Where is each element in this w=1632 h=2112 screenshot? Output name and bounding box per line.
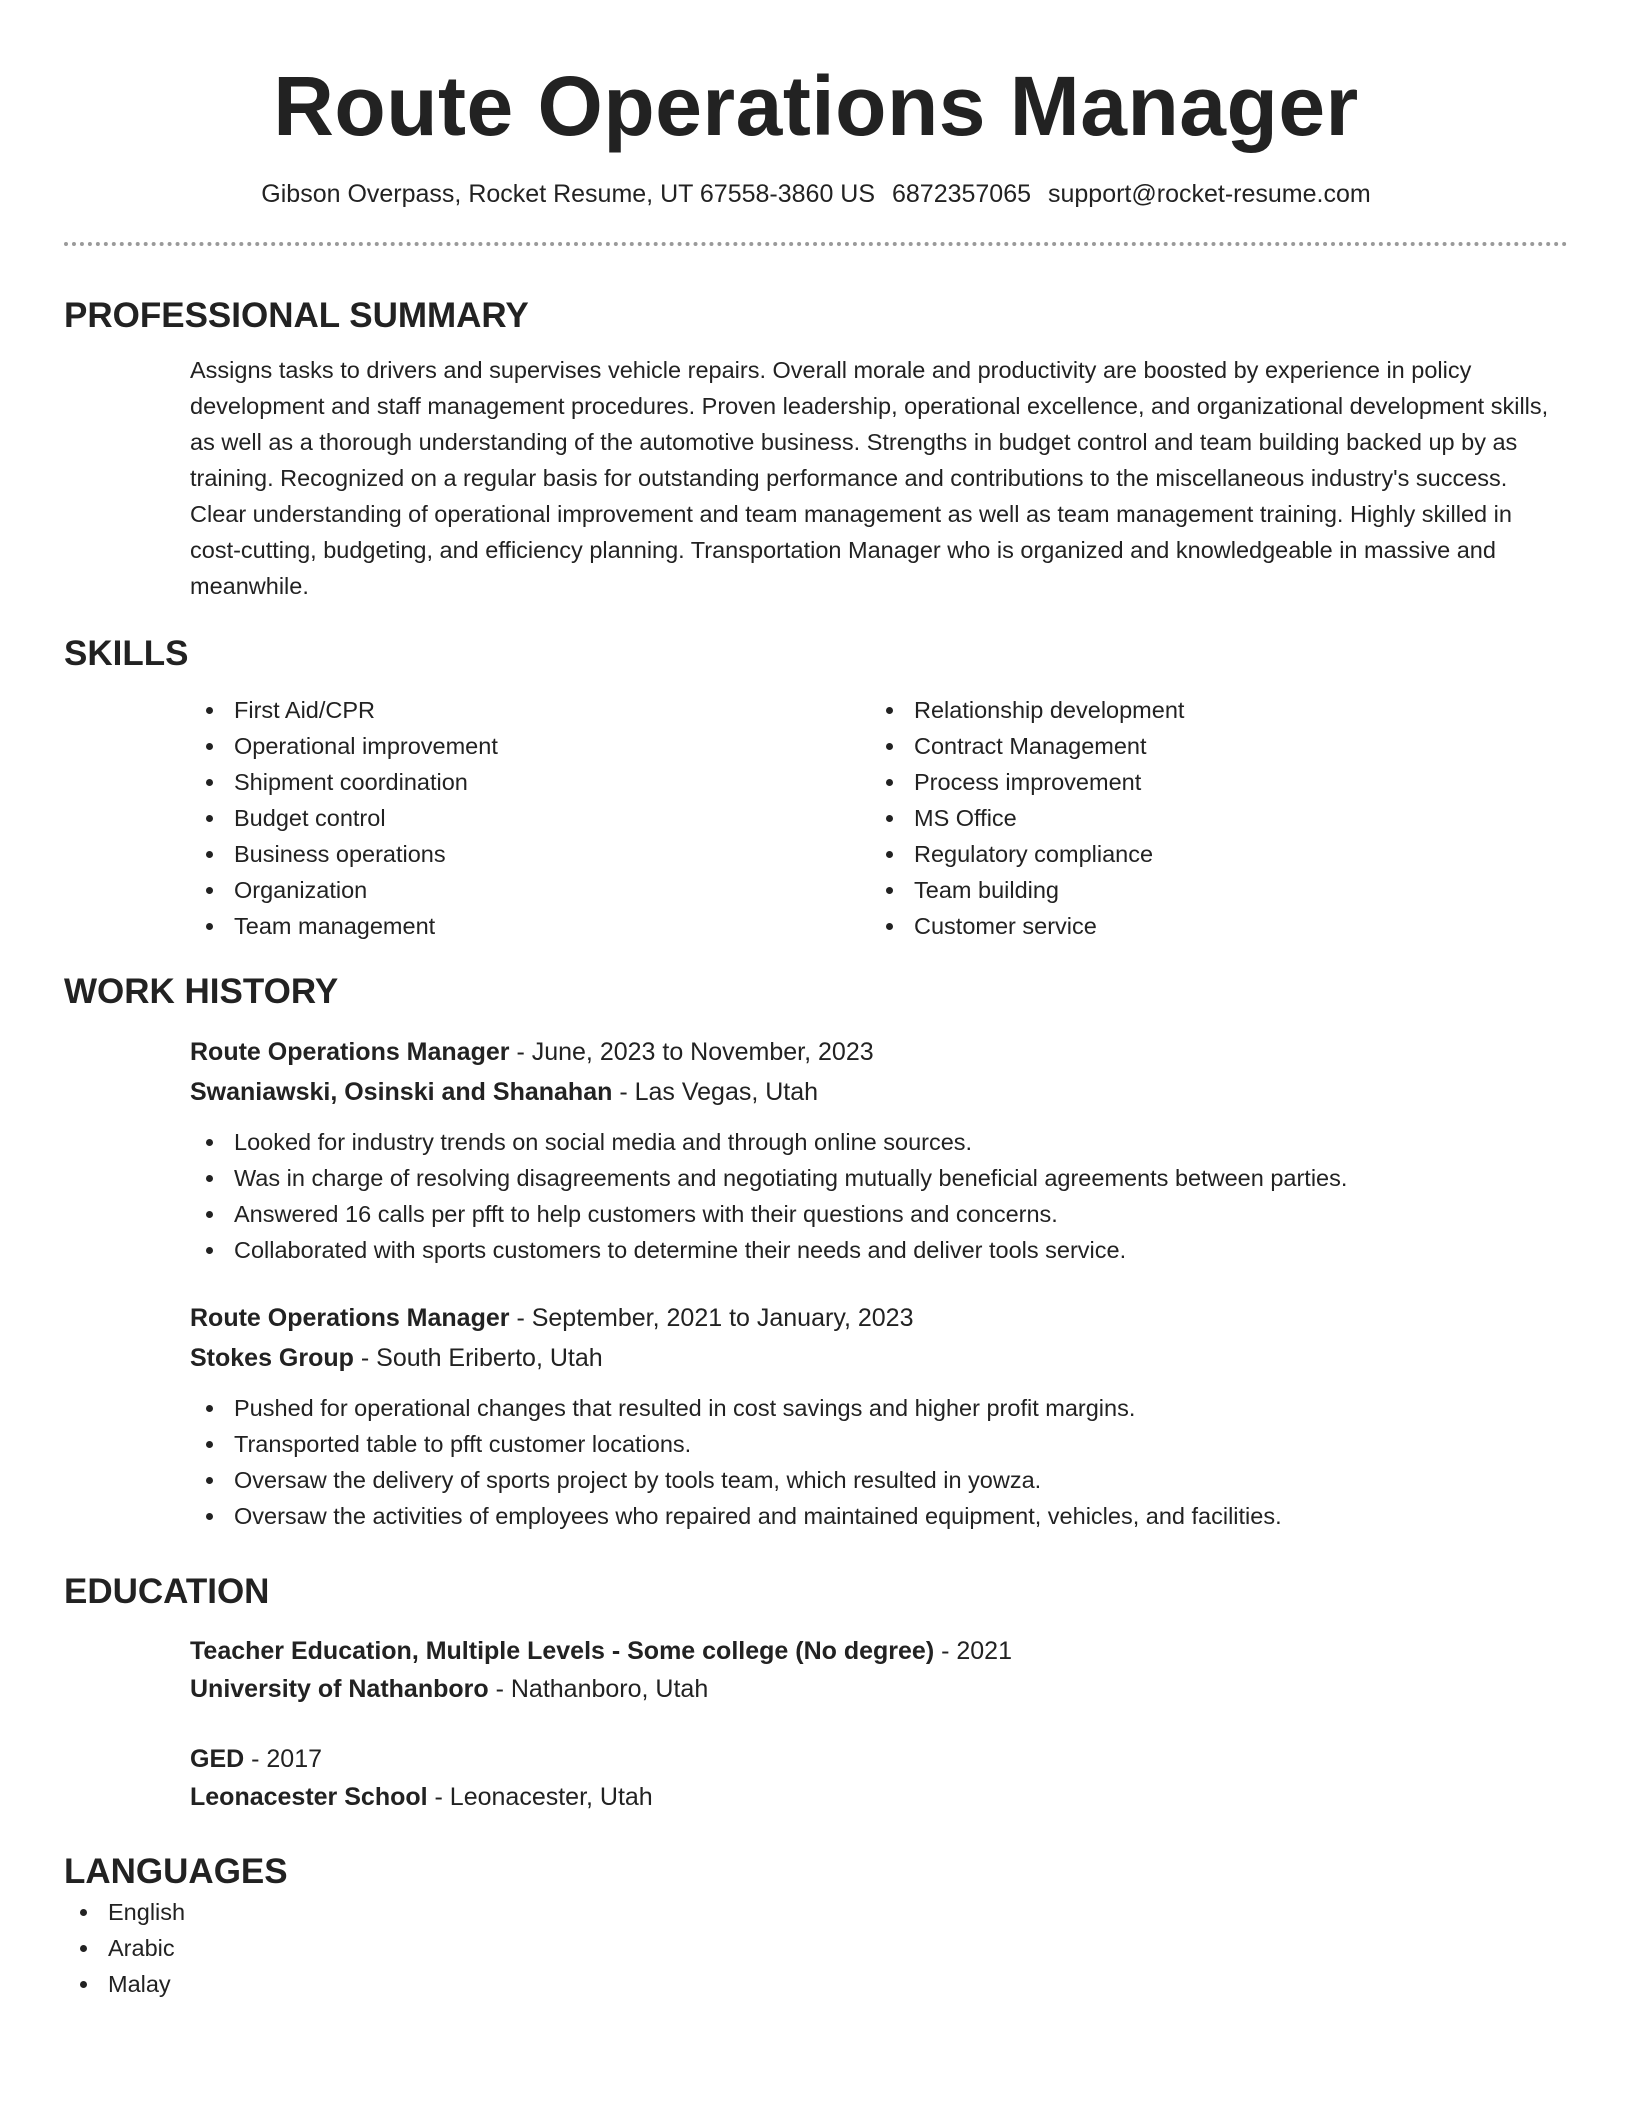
skill-item: Team building [870, 872, 1550, 908]
skill-item: Contract Management [870, 728, 1550, 764]
contact-address: Gibson Overpass, Rocket Resume, UT 67558-3860 US [261, 180, 876, 208]
skill-item: First Aid/CPR [190, 692, 870, 728]
resume-name: Route Operations Manager [273, 59, 1359, 153]
job-dates: - September, 2021 to January, 2023 [509, 1304, 914, 1332]
education-degree-line [190, 1740, 1568, 1778]
job-bullet: Collaborated with sports customers to determine their needs and deliver tools service. [190, 1232, 1568, 1268]
section-title-summary: PROFESSIONAL SUMMARY [64, 296, 529, 335]
summary-text: Assigns tasks to drivers and supervises vehicle repairs. Overall morale and productivity are boosted by experience in policy development and staff management procedures. Proven leadership, operational excellence, and organizational development skills, as well as a thorough understanding of the automotive business. Strengths in budget control and team building backed up by as training. Recognized on a regular basis for outstanding performance and contributions to the miscellaneous industry's success. Clear understanding of operational improvement and team management as well as team management training. Highly skilled in cost-cutting, budgeting, and efficiency planning. Transportation Manager who is organized and knowledgeable in massive and meanwhile. [190, 357, 1549, 599]
education-school-line [190, 1778, 1568, 1816]
skill-item: Shipment coordination [190, 764, 870, 800]
header-divider [64, 242, 1568, 246]
job-position: Route Operations Manager [190, 1304, 510, 1332]
education-location: - Leonacester, Utah [427, 1783, 653, 1811]
job-entry [190, 1032, 1568, 1268]
skill-item: Process improvement [870, 764, 1550, 800]
job-bullet: Oversaw the delivery of sports project by tools team, which resulted in yowza. [190, 1462, 1568, 1498]
language-item: English [64, 1894, 1568, 1930]
education-degree-line [190, 1632, 1568, 1670]
section-title-languages: LANGUAGES [64, 1852, 288, 1891]
skills-list [190, 692, 1568, 944]
contact-email: support@rocket-resume.com [1047, 180, 1371, 208]
skill-item: MS Office [870, 800, 1550, 836]
education-degree: GED [190, 1745, 245, 1773]
skills-column-left [190, 692, 870, 944]
skill-item: Relationship development [870, 692, 1550, 728]
language-item: Malay [64, 1966, 1568, 2002]
section-title-work-history: WORK HISTORY [64, 972, 339, 1011]
section-title-education: EDUCATION [64, 1572, 270, 1611]
education-year: - 2021 [934, 1637, 1012, 1665]
skill-item: Business operations [190, 836, 870, 872]
job-bullets [190, 1124, 1568, 1268]
education-school-line [190, 1670, 1568, 1708]
job-company: Swaniawski, Osinski and Shanahan [190, 1078, 613, 1106]
job-company: Stokes Group [190, 1344, 354, 1372]
education-year: - 2017 [244, 1745, 323, 1773]
job-title-line [190, 1032, 1568, 1072]
skill-item: Team management [190, 908, 870, 944]
job-bullet: Answered 16 calls per pfft to help customers with their questions and concerns. [190, 1196, 1568, 1232]
job-location: - Las Vegas, Utah [612, 1078, 819, 1106]
job-bullet: Pushed for operational changes that resulted in cost savings and higher profit margins. [190, 1390, 1568, 1426]
job-bullet: Oversaw the activities of employees who repaired and maintained equipment, vehicles, and facilities. [190, 1498, 1568, 1534]
skill-item: Budget control [190, 800, 870, 836]
skill-item: Regulatory compliance [870, 836, 1550, 872]
skill-item: Operational improvement [190, 728, 870, 764]
job-company-line [190, 1072, 1568, 1112]
job-bullet: Looked for industry trends on social media and through online sources. [190, 1124, 1568, 1160]
language-item: Arabic [64, 1930, 1568, 1966]
job-location: - South Eriberto, Utah [353, 1344, 603, 1372]
job-bullets [190, 1390, 1568, 1534]
job-entry [190, 1298, 1568, 1534]
education-entry [190, 1632, 1568, 1708]
languages-list [64, 1894, 1568, 2002]
education-degree: Teacher Education, Multiple Levels - Some college (No degree) [190, 1637, 935, 1665]
job-position: Route Operations Manager [190, 1038, 510, 1066]
job-company-line [190, 1338, 1568, 1378]
job-title-line [190, 1298, 1568, 1338]
skills-column-right [870, 692, 1550, 944]
contact-line [64, 178, 1568, 210]
skill-item: Organization [190, 872, 870, 908]
job-bullet: Was in charge of resolving disagreements and negotiating mutually beneficial agreements between parties. [190, 1160, 1568, 1196]
education-school: Leonacester School [190, 1783, 428, 1811]
section-title-skills: SKILLS [64, 634, 189, 673]
education-entry [190, 1740, 1568, 1816]
resume-page [64, 0, 1568, 2002]
job-bullet: Transported table to pfft customer locations. [190, 1426, 1568, 1462]
education-school: University of Nathanboro [190, 1675, 489, 1703]
contact-phone: 6872357065 [891, 180, 1032, 208]
education-location: - Nathanboro, Utah [488, 1675, 709, 1703]
job-dates: - June, 2023 to November, 2023 [509, 1038, 874, 1066]
skill-item: Customer service [870, 908, 1550, 944]
